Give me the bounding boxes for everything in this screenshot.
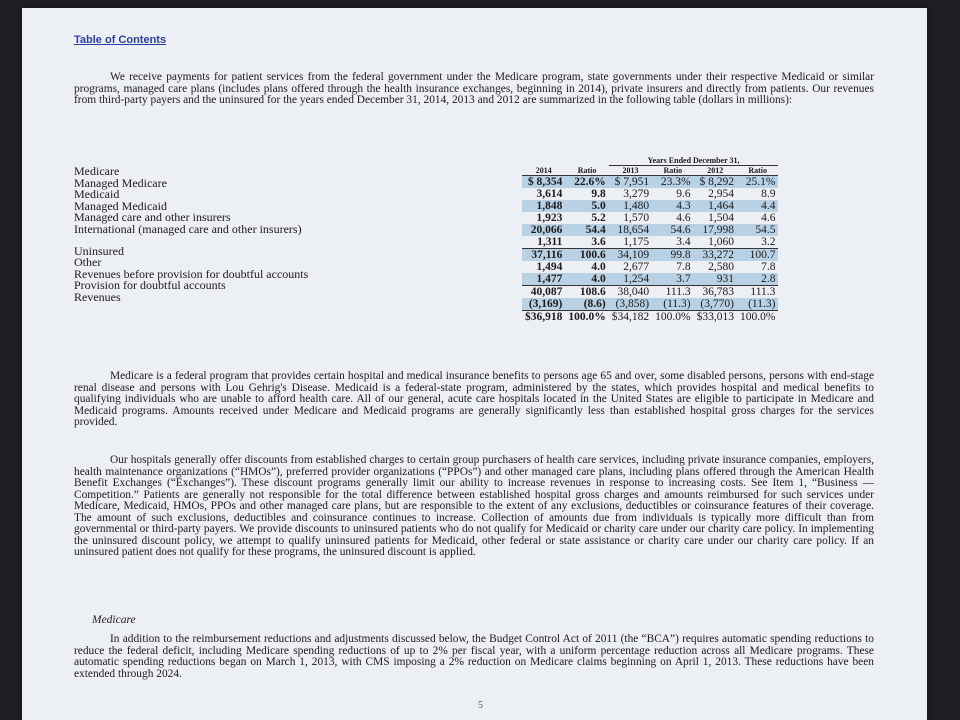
table-row [522,200,778,212]
cell: 100.0% [568,311,606,323]
cell: 1,494 [536,261,563,273]
cell: 1,254 [609,273,652,286]
cell: $33,013 [696,311,734,323]
revenue-table [522,156,778,323]
cell: 100.7 [737,249,778,262]
cell: 7.8 [676,261,691,273]
row-label: Managed Medicaid [74,198,167,213]
cell: (3,169) [522,298,565,311]
table-title-row [522,156,778,166]
row-label: Provision for doubtful accounts [74,278,226,293]
table-row-labels [74,166,404,304]
table-title: Years Ended December 31, [609,156,779,166]
cell: 1,848 [522,200,565,212]
cell: 34,109 [609,249,652,262]
cell: 3.6 [565,236,608,249]
cell: $ 8,354 [522,176,565,189]
discounts-paragraph [74,455,874,559]
row-label: Revenues before provision for doubtful accounts [74,266,309,281]
medicare-description-paragraph [74,371,874,429]
table-row [522,261,778,273]
row-label: Uninsured [74,243,124,258]
cell: 1,311 [522,236,565,249]
cell: 25.1% [737,176,778,189]
cell: (3,858) [609,298,652,311]
intro-text: We receive payments for patient services from the federal government under the Medicare program, state governments under their respective Medicaid or similar programs, managed care plans (includes plans offered through the health insurance exchanges, beginning in 2014), private insurers and directly from patients. Our revenues from third-party payers and the uninsured for the years ended December 31, 2014, 2013 and 2012 are summarized in the following table (dollars in millions): [74,71,874,106]
cell: 3,279 [623,188,650,200]
cell: 1,504 [708,212,734,224]
table-row [522,224,778,236]
cell: 7.8 [761,261,776,273]
cell: 111.3 [665,286,691,298]
cell: 99.8 [652,249,693,262]
cell: 36,783 [702,286,734,298]
cell: 20,066 [522,224,565,236]
cell: 22.6% [565,176,608,189]
cell: 8.9 [761,188,776,200]
cell: 5.2 [591,212,606,224]
cell: $36,918 [525,311,563,323]
row-label: Managed care and other insurers [74,210,231,225]
cell: 2,580 [708,261,734,273]
cell: 9.6 [676,188,691,200]
cell: 54.4 [565,224,608,236]
row-label: Medicare [74,164,120,178]
cell: 9.8 [591,188,606,200]
cell: 108.6 [579,286,606,298]
row-label: International (managed care and other insurers) [74,221,302,236]
row-label: Revenues [74,289,121,304]
cell: (11.3) [652,298,693,311]
cell: 4.6 [676,212,691,224]
cell: 4.0 [591,261,606,273]
cell: $ 8,292 [694,176,737,189]
cell: 2.8 [737,273,778,286]
cell: $ 7,951 [609,176,652,189]
cell: (11.3) [737,298,778,311]
discounts-text: Our hospitals generally offer discounts from established charges to certain group purchasers of health care services, including private insurance companies, employers, health maintenance organizations (“HMOs”), preferred provider organizations (“PPOs”) and other managed care plans, including plans offered through the American Health Benefit Exchanges (“Exchanges”). These discount programs generally limit our ability to increase revenues in response to increasing costs. See Item 1, “Business — Competition.” Patients are generally not responsible for the total difference between established hospital gross charges and amounts reimbursed for such services under Medicare, Medicaid, HMOs, PPOs and other managed care plans, but are responsible to the extent of any exclusions, deductibles or coinsurance features of their coverage. The amount of such exclusions, deductibles and coinsurance continues to increase. Collection of amounts due from individuals is typically more difficult than from governmental or third-party payers. We provide discounts to uninsured patients who do not qualify for Medicaid or charity care under our charity care policy. In implementing the uninsured discount policy, we attempt to qualify uninsured patients for Medicaid, other federal or state assistance or charity care under our charity care policy. If an uninsured patient does not qualify for these programs, the uninsured discount is applied. [74,454,874,558]
cell: 2,954 [708,188,734,200]
cell: 3.4 [652,236,693,249]
cell: 1,480 [609,200,652,212]
cell: 4.4 [737,200,778,212]
cell: 54.6 [652,224,693,236]
row-label: Managed Medicare [74,175,167,190]
cell: (8.6) [565,298,608,311]
cell: 1,570 [623,212,650,224]
cell: 1,477 [522,273,565,286]
cell: 2,677 [623,261,650,273]
cell: 5.0 [565,200,608,212]
table-of-contents-link[interactable]: Table of Contents [74,34,167,46]
row-label: Other [74,255,102,270]
cell: (3,770) [694,298,737,311]
cell: 100.6 [565,249,608,262]
cell: 3,614 [536,188,563,200]
cell: 100.0% [739,311,776,323]
table-row [522,176,778,189]
document-page [22,8,927,720]
cell: 4.3 [652,200,693,212]
table-row [522,311,778,324]
table-row [522,236,778,249]
bca-paragraph [74,634,874,680]
col-header: Ratio [565,166,608,176]
cell: 54.5 [737,224,778,236]
col-header: 2013 [609,166,652,176]
cell: 1,175 [609,236,652,249]
cell: 38,040 [617,286,650,298]
table-row [522,298,778,311]
cell: 1,464 [694,200,737,212]
medicare-heading: Medicare [92,614,136,626]
cell: 40,087 [530,286,563,298]
row-label: Medicaid [74,187,120,202]
cell: 931 [694,273,737,286]
cell: 4.0 [565,273,608,286]
table-row [522,286,778,299]
cell: 1,923 [536,212,563,224]
cell: 33,272 [694,249,737,262]
cell: 100.0% [655,311,691,323]
table-row [522,188,778,200]
cell: 3.7 [652,273,693,286]
cell: 111.3 [750,286,776,298]
cell: 3.2 [737,236,778,249]
col-header: 2012 [694,166,737,176]
cell: 18,654 [609,224,652,236]
intro-paragraph [74,72,874,107]
cell: 4.6 [761,212,776,224]
col-header: Ratio [652,166,693,176]
cell: $34,182 [611,311,650,323]
cell: 17,998 [694,224,737,236]
col-header: Ratio [737,166,778,176]
table-row [522,249,778,262]
page-number: 5 [478,700,483,711]
cell: 1,060 [694,236,737,249]
table-row [522,273,778,286]
col-header: 2014 [522,166,565,176]
table-row [522,212,778,224]
table-header-row [522,166,778,176]
cell: 23.3% [652,176,693,189]
medicare-description-text: Medicare is a federal program that provides certain hospital and medical insurance benefits to persons age 65 and over, some disabled persons, persons with end-stage renal disease and persons with Lou Gehrig's Disease. Medicaid is a federal-state program, administered by the states, which provides hospital and medical benefits to qualifying individuals who are unable to afford health care. All of our general, acute care hospitals located in the United States are eligible to participate in Medicare and Medicaid programs. Amounts received under Medicare and Medicaid programs are generally significantly less than established hospital gross charges for the services provided. [74,370,874,428]
cell: 37,116 [522,249,565,262]
bca-text: In addition to the reimbursement reductions and adjustments discussed below, the Budget Control Act of 2011 (the “BCA”) requires automatic spending reductions to reduce the federal deficit, including Medicare spending reductions of up to 2% per fiscal year, with a uniform percentage reduction across all Medicare programs. These automatic spending reductions began on March 1, 2013, with CMS imposing a 2% reduction on Medicare claims beginning on April 1, 2013. These reductions have been extended through 2024. [74,633,874,680]
